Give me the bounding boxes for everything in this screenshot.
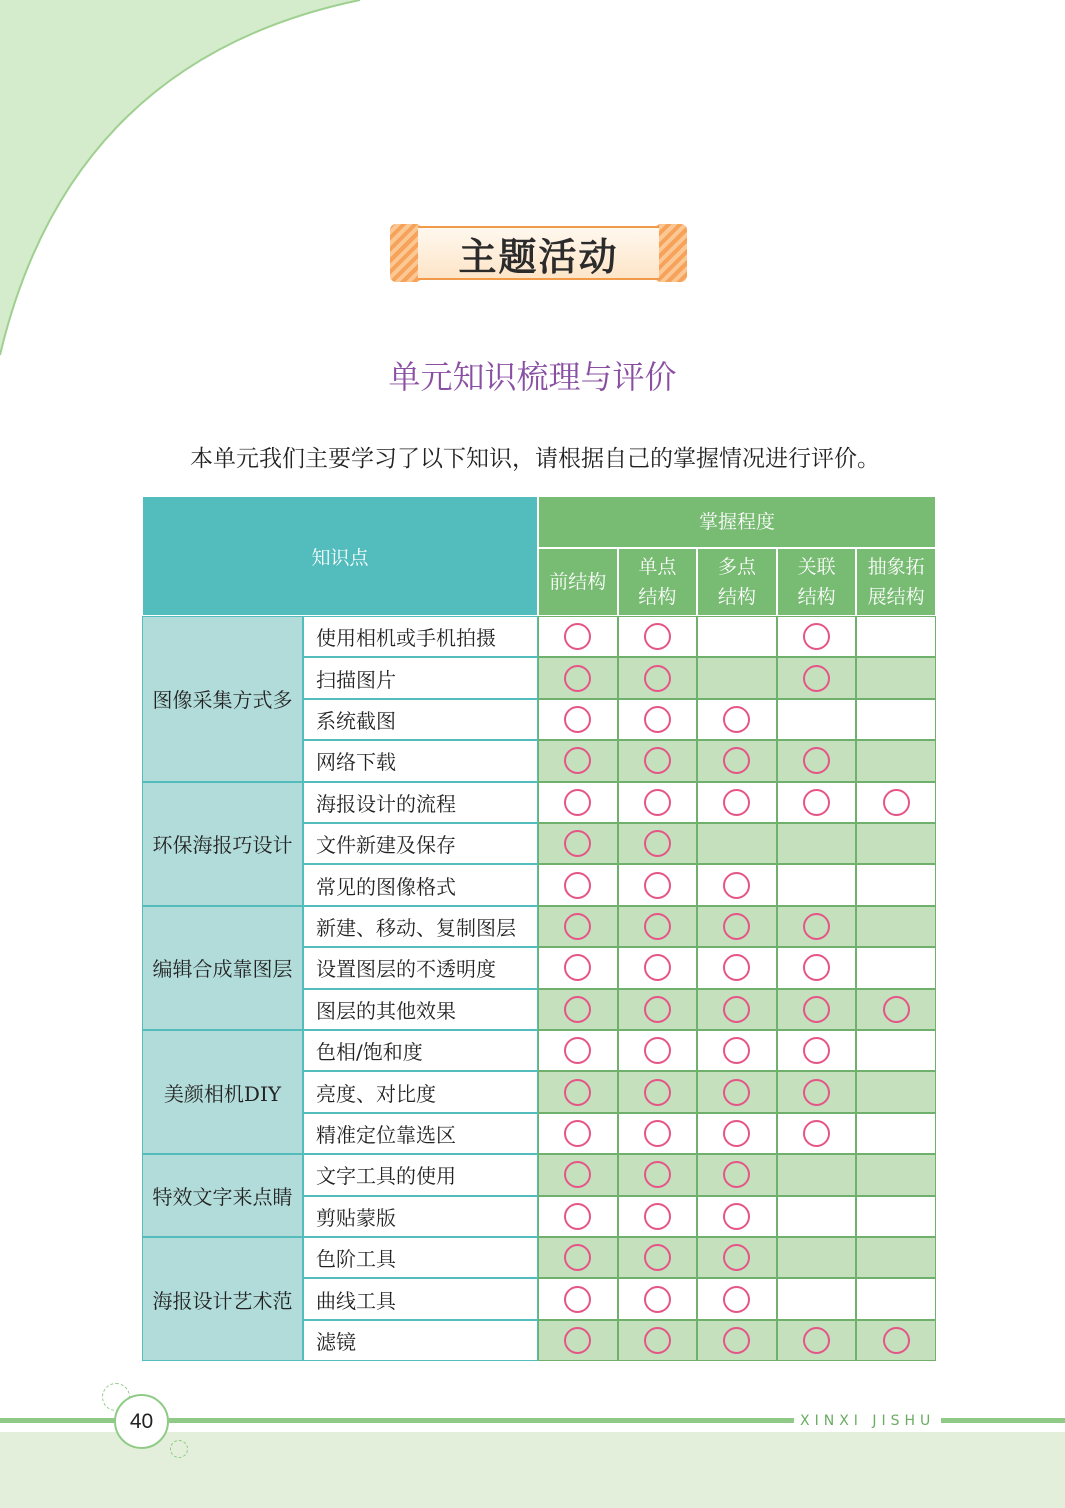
- level-cell: [697, 947, 777, 988]
- level-cell: [618, 1071, 698, 1112]
- level-cell: [697, 864, 777, 905]
- rating-circle[interactable]: [723, 1161, 750, 1188]
- level-cell: [538, 1154, 618, 1195]
- level-cell: [697, 657, 777, 698]
- level-header: 抽象拓 展结构: [856, 548, 936, 616]
- level-cell: [777, 1320, 857, 1361]
- rating-circle[interactable]: [803, 665, 830, 692]
- banner-center: [418, 226, 659, 280]
- level-cell: [777, 864, 857, 905]
- level-cell: [697, 1030, 777, 1071]
- level-cell: [697, 616, 777, 657]
- level-cell: [856, 782, 936, 823]
- level-cell: [697, 1320, 777, 1361]
- level-cell: [777, 1154, 857, 1195]
- level-cell: [697, 906, 777, 947]
- knowledge-item: 剪贴蒙版: [303, 1196, 538, 1237]
- level-header: 单点 结构: [618, 548, 698, 616]
- banner-right-stripe: [655, 224, 687, 282]
- rating-circle[interactable]: [644, 1079, 671, 1106]
- level-cell: [856, 657, 936, 698]
- level-cell: [618, 1030, 698, 1071]
- rating-circle[interactable]: [883, 996, 910, 1023]
- knowledge-item: 色阶工具: [303, 1237, 538, 1278]
- rating-circle[interactable]: [723, 913, 750, 940]
- level-cell: [856, 906, 936, 947]
- level-cell: [777, 1237, 857, 1278]
- level-cell: [777, 947, 857, 988]
- level-cell: [538, 947, 618, 988]
- level-cell: [856, 823, 936, 864]
- level-cell: [856, 1278, 936, 1319]
- level-header: 多点 结构: [697, 548, 777, 616]
- level-cell: [618, 616, 698, 657]
- evaluation-table: [142, 496, 936, 1362]
- level-cell: [538, 782, 618, 823]
- section-title: 单元知识梳理与评价: [388, 358, 677, 396]
- level-cell: [538, 699, 618, 740]
- rating-circle[interactable]: [644, 665, 671, 692]
- level-cell: [618, 740, 698, 781]
- level-cell: [777, 699, 857, 740]
- rating-circle[interactable]: [803, 996, 830, 1023]
- level-cell: [618, 1278, 698, 1319]
- rating-circle[interactable]: [723, 996, 750, 1023]
- level-cell: [777, 1113, 857, 1154]
- level-cell: [856, 740, 936, 781]
- level-cell: [618, 947, 698, 988]
- rating-circle[interactable]: [644, 830, 671, 857]
- category-cell: 编辑合成靠图层: [142, 906, 303, 1030]
- knowledge-item: 精准定位靠选区: [303, 1113, 538, 1154]
- level-cell: [538, 657, 618, 698]
- intro-text: 本单元我们主要学习了以下知识，请根据自己的掌握情况进行评价。: [190, 446, 880, 472]
- rating-circle[interactable]: [723, 1286, 750, 1313]
- level-cell: [697, 1278, 777, 1319]
- category-cell: 环保海报巧设计: [142, 782, 303, 906]
- rating-circle[interactable]: [564, 830, 591, 857]
- knowledge-item: 色相/饱和度: [303, 1030, 538, 1071]
- rating-circle[interactable]: [564, 996, 591, 1023]
- level-cell: [618, 657, 698, 698]
- level-cell: [538, 1237, 618, 1278]
- rating-circle[interactable]: [723, 872, 750, 899]
- level-cell: [538, 1196, 618, 1237]
- level-cell: [618, 1237, 698, 1278]
- rating-circle[interactable]: [644, 872, 671, 899]
- level-cell: [856, 1320, 936, 1361]
- rating-circle[interactable]: [564, 623, 591, 650]
- level-cell: [856, 1113, 936, 1154]
- level-cell: [777, 823, 857, 864]
- level-cell: [618, 823, 698, 864]
- level-cell: [856, 616, 936, 657]
- level-cell: [538, 989, 618, 1030]
- category-cell: 图像采集方式多: [142, 616, 303, 782]
- level-cell: [697, 989, 777, 1030]
- level-cell: [618, 906, 698, 947]
- level-cell: [538, 823, 618, 864]
- category-cell: 美颜相机DIY: [142, 1030, 303, 1154]
- page-number: 40: [114, 1394, 169, 1449]
- knowledge-item: 曲线工具: [303, 1278, 538, 1319]
- rating-circle[interactable]: [723, 706, 750, 733]
- rating-circle[interactable]: [564, 954, 591, 981]
- level-cell: [697, 740, 777, 781]
- rating-circle[interactable]: [644, 1161, 671, 1188]
- level-cell: [777, 1030, 857, 1071]
- rating-circle[interactable]: [644, 789, 671, 816]
- level-cell: [697, 1113, 777, 1154]
- rating-circle[interactable]: [564, 1286, 591, 1313]
- level-cell: [777, 989, 857, 1030]
- level-cell: [538, 864, 618, 905]
- level-cell: [618, 864, 698, 905]
- level-cell: [856, 1237, 936, 1278]
- level-cell: [856, 1196, 936, 1237]
- rating-circle[interactable]: [564, 665, 591, 692]
- rating-circle[interactable]: [803, 954, 830, 981]
- rating-circle[interactable]: [723, 1244, 750, 1271]
- rating-circle[interactable]: [644, 954, 671, 981]
- level-header: 前结构: [538, 548, 618, 616]
- rating-circle[interactable]: [564, 1244, 591, 1271]
- header-mastery: 掌握程度: [538, 496, 936, 548]
- series-label: XINXI JISHU: [794, 1410, 941, 1432]
- rating-circle[interactable]: [564, 913, 591, 940]
- level-cell: [697, 1071, 777, 1112]
- decor-dashed-circle: [170, 1440, 188, 1458]
- knowledge-item: 滤镜: [303, 1320, 538, 1361]
- level-cell: [697, 699, 777, 740]
- rating-circle[interactable]: [564, 789, 591, 816]
- category-cell: 特效文字来点睛: [142, 1154, 303, 1237]
- level-header: 关联 结构: [777, 548, 857, 616]
- rating-circle[interactable]: [803, 747, 830, 774]
- knowledge-item: 文件新建及保存: [303, 823, 538, 864]
- rating-circle[interactable]: [564, 747, 591, 774]
- level-cell: [697, 1196, 777, 1237]
- level-cell: [618, 782, 698, 823]
- knowledge-item: 文字工具的使用: [303, 1154, 538, 1195]
- rating-circle[interactable]: [644, 1327, 671, 1354]
- level-cell: [777, 1278, 857, 1319]
- rating-circle[interactable]: [564, 1120, 591, 1147]
- rating-circle[interactable]: [564, 706, 591, 733]
- level-cell: [538, 616, 618, 657]
- rating-circle[interactable]: [564, 1203, 591, 1230]
- level-cell: [618, 1196, 698, 1237]
- rating-circle[interactable]: [644, 1203, 671, 1230]
- level-cell: [777, 1071, 857, 1112]
- rating-circle[interactable]: [644, 913, 671, 940]
- knowledge-item: 扫描图片: [303, 657, 538, 698]
- knowledge-item: 海报设计的流程: [303, 782, 538, 823]
- banner-title: 主题活动: [458, 233, 619, 279]
- level-cell: [856, 989, 936, 1030]
- rating-circle[interactable]: [803, 789, 830, 816]
- level-cell: [777, 782, 857, 823]
- knowledge-item: 网络下载: [303, 740, 538, 781]
- rating-circle[interactable]: [644, 623, 671, 650]
- category-cell: 海报设计艺术范: [142, 1237, 303, 1361]
- level-cell: [777, 616, 857, 657]
- level-cell: [538, 1278, 618, 1319]
- rating-circle[interactable]: [883, 1327, 910, 1354]
- rating-circle[interactable]: [723, 1037, 750, 1064]
- knowledge-item: 图层的其他效果: [303, 989, 538, 1030]
- level-cell: [618, 699, 698, 740]
- knowledge-item: 亮度、对比度: [303, 1071, 538, 1112]
- rating-circle[interactable]: [723, 954, 750, 981]
- header-knowledge: 知识点: [142, 496, 538, 616]
- knowledge-item: 新建、移动、复制图层: [303, 906, 538, 947]
- rating-circle[interactable]: [644, 1120, 671, 1147]
- level-cell: [777, 1196, 857, 1237]
- level-cell: [538, 740, 618, 781]
- rating-circle[interactable]: [723, 789, 750, 816]
- level-cell: [856, 1154, 936, 1195]
- knowledge-item: 设置图层的不透明度: [303, 947, 538, 988]
- rating-circle[interactable]: [564, 1037, 591, 1064]
- level-cell: [618, 1113, 698, 1154]
- level-cell: [777, 657, 857, 698]
- rating-circle[interactable]: [564, 1079, 591, 1106]
- rating-circle[interactable]: [803, 913, 830, 940]
- rating-circle[interactable]: [803, 1120, 830, 1147]
- level-cell: [697, 1237, 777, 1278]
- level-cell: [697, 1154, 777, 1195]
- level-cell: [856, 1071, 936, 1112]
- rating-circle[interactable]: [723, 1120, 750, 1147]
- level-cell: [538, 906, 618, 947]
- level-cell: [618, 989, 698, 1030]
- rating-circle[interactable]: [644, 996, 671, 1023]
- level-cell: [856, 1030, 936, 1071]
- rating-circle[interactable]: [883, 789, 910, 816]
- level-cell: [856, 864, 936, 905]
- level-cell: [856, 699, 936, 740]
- rating-circle[interactable]: [723, 1079, 750, 1106]
- rating-circle[interactable]: [803, 1327, 830, 1354]
- knowledge-item: 系统截图: [303, 699, 538, 740]
- knowledge-item: 使用相机或手机拍摄: [303, 616, 538, 657]
- level-cell: [777, 906, 857, 947]
- level-cell: [777, 740, 857, 781]
- level-cell: [538, 1030, 618, 1071]
- level-cell: [538, 1071, 618, 1112]
- rating-circle[interactable]: [803, 1079, 830, 1106]
- rating-circle[interactable]: [564, 1327, 591, 1354]
- rating-circle[interactable]: [644, 747, 671, 774]
- rating-circle[interactable]: [564, 1161, 591, 1188]
- rating-circle[interactable]: [803, 1037, 830, 1064]
- level-cell: [697, 823, 777, 864]
- rating-circle[interactable]: [723, 747, 750, 774]
- level-cell: [697, 782, 777, 823]
- rating-circle[interactable]: [644, 706, 671, 733]
- level-cell: [856, 947, 936, 988]
- level-cell: [618, 1320, 698, 1361]
- rating-circle[interactable]: [723, 1327, 750, 1354]
- level-cell: [618, 1154, 698, 1195]
- level-cell: [538, 1113, 618, 1154]
- rating-circle[interactable]: [723, 1203, 750, 1230]
- rating-circle[interactable]: [803, 623, 830, 650]
- knowledge-item: 常见的图像格式: [303, 864, 538, 905]
- rating-circle[interactable]: [644, 1037, 671, 1064]
- title-banner: [390, 224, 687, 282]
- level-cell: [538, 1320, 618, 1361]
- footer-band: [0, 1432, 1065, 1508]
- rating-circle[interactable]: [644, 1286, 671, 1313]
- rating-circle[interactable]: [644, 1244, 671, 1271]
- rating-circle[interactable]: [564, 872, 591, 899]
